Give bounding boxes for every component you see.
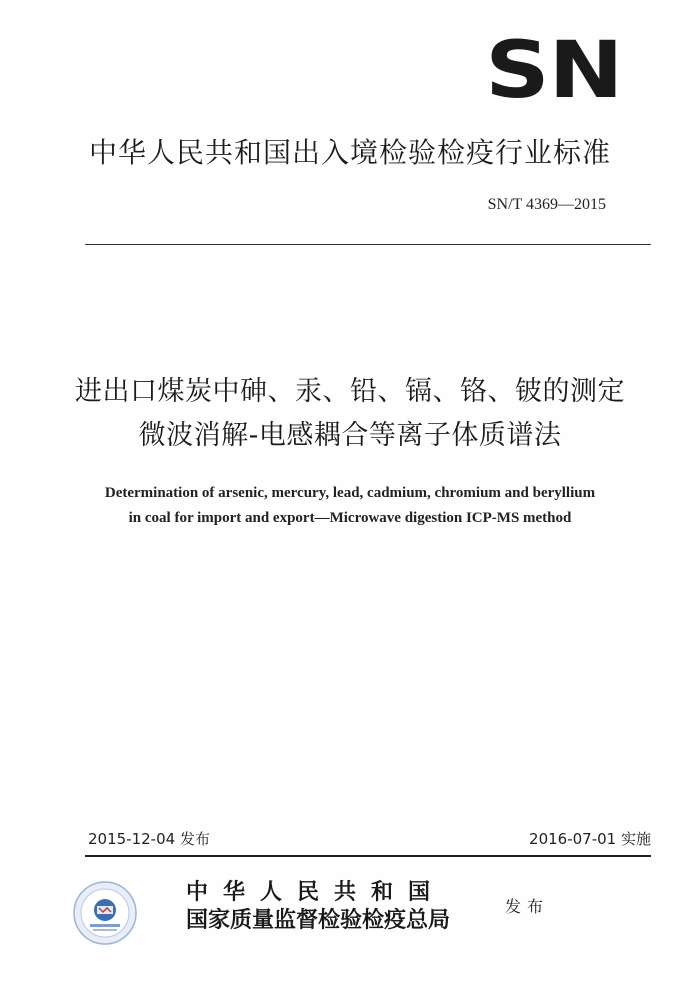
top-divider (85, 244, 651, 245)
issuer-line-2: 国家质量监督检验检疫总局 (186, 907, 451, 933)
english-title-line-2: in coal for import and export—Microwave digestion ICP-MS method (128, 510, 572, 526)
issuer-line-1: 中华人民共和国 (186, 879, 446, 905)
implementation-date: 2016-07-01 实施 (529, 830, 651, 848)
chinese-title (0, 370, 700, 458)
issuer-block (186, 878, 450, 934)
standard-code: SN/T 4369—2015 (487, 196, 606, 213)
chinese-title-line-2: 微波消解-电感耦合等离子体质谱法 (138, 420, 562, 451)
bottom-divider (85, 855, 651, 857)
chinese-title-line-1: 进出口煤炭中砷、汞、铅、镉、铬、铍的测定 (75, 376, 625, 407)
english-title-line-1: Determination of arsenic, mercury, lead, cadmium, chromium and beryllium (104, 485, 596, 501)
anti-counterfeit-seal-icon (72, 880, 138, 946)
issue-date: 2015-12-04 发布 (88, 830, 210, 848)
english-title (0, 481, 700, 531)
publish-label: 发布 (505, 897, 550, 916)
org-title: 中华人民共和国出入境检验检疫行业标准 (88, 136, 611, 169)
sn-logo: SN (484, 26, 622, 116)
